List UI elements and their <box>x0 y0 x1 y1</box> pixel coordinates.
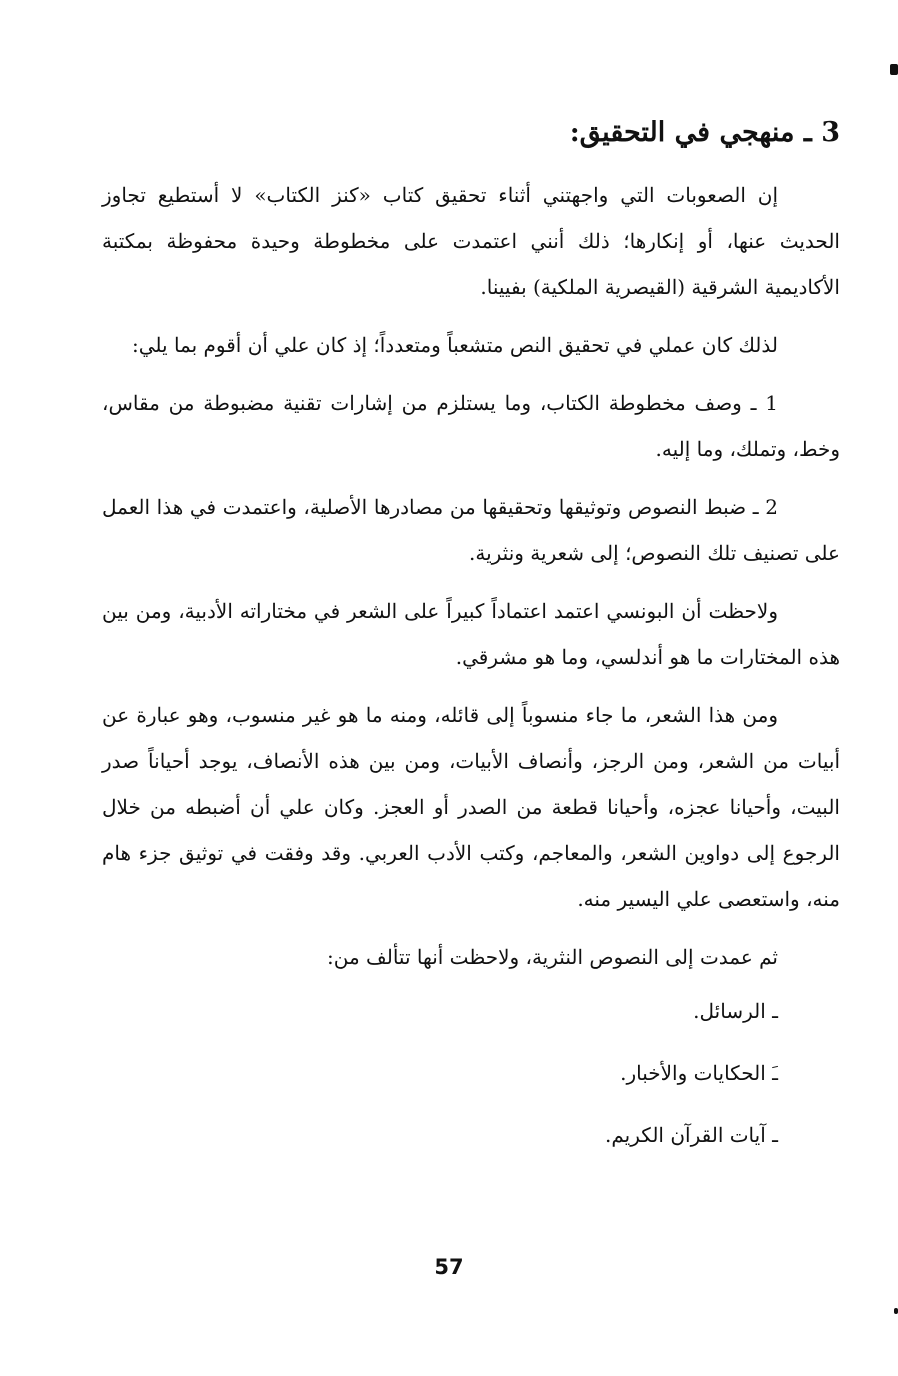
page-number: 57 <box>434 1255 464 1279</box>
paragraph-work-scope: لذلك كان عملي في تحقيق النص متشعباً ومتعدداً؛ إذ كان علي أن أقوم بما يلي: <box>132 333 778 357</box>
list-item-letters: ـ الرسائل. <box>693 999 778 1023</box>
list-intro: ثم عمدت إلى النصوص النثرية، ولاحظت أنها تتألف من: <box>327 945 778 969</box>
section-heading: 3 ـ منهجي في التحقيق: <box>569 117 840 148</box>
paragraph-step-2: 2 ـ ضبط النصوص وتوثيقها وتحقيقها من مصادرها الأصلية، واعتمدت في هذا العمل على تصنيف تلك النصوص؛ إلى شعرية ونثرية. <box>102 495 840 565</box>
page-body <box>102 112 840 1174</box>
scan-edge-mark-bottom <box>894 1308 898 1314</box>
list-item-tales: ـَ الحكايات والأخبار. <box>620 1061 778 1085</box>
list-item-quran-verses: ـ آيات القرآن الكريم. <box>605 1123 778 1147</box>
prose-types-list <box>102 988 840 1158</box>
paragraph-step-1: 1 ـ وصف مخطوطة الكتاب، وما يستلزم من إشارات تقنية مضبوطة من مقاس، وخط، وتملك، وما إليه. <box>102 391 840 461</box>
paragraph-poetry-observation: ولاحظت أن البونسي اعتمد اعتماداً كبيراً على الشعر في مختاراته الأدبية، ومن بين هذه المختارات ما هو أندلسي، وما هو مشرقي. <box>102 599 840 669</box>
paragraph-poetry-details: ومن هذا الشعر، ما جاء منسوباً إلى قائله، ومنه ما هو غير منسوب، وهو عبارة عن أبيات من الشعر، ومن الرجز، وأنصاف الأبيات، ومن بين هذه الأنصاف، يوجد أحياناً صدر البيت، وأحيانا عجزه، وأحيانا قطعة من الصدر أو العجز. وكان علي أن أضبطه من خلال الرجوع إلى دواوين الشعر، والمعاجم، وكتب الأدب العربي. وقد وفقت في توثيق جزء هام منه، واستعصى علي اليسير منه. <box>102 703 840 911</box>
paragraph-manuscript-difficulties: إن الصعوبات التي واجهتني أثناء تحقيق كتاب «كنز الكتاب» لا أستطيع تجاوز الحديث عنها، أو إنكارها؛ ذلك أنني اعتمدت على مخطوطة وحيدة محفوظة بمكتبة الأكاديمية الشرقية (القيصرية الملكية) بفيينا. <box>102 183 840 299</box>
scan-edge-mark <box>890 64 898 75</box>
